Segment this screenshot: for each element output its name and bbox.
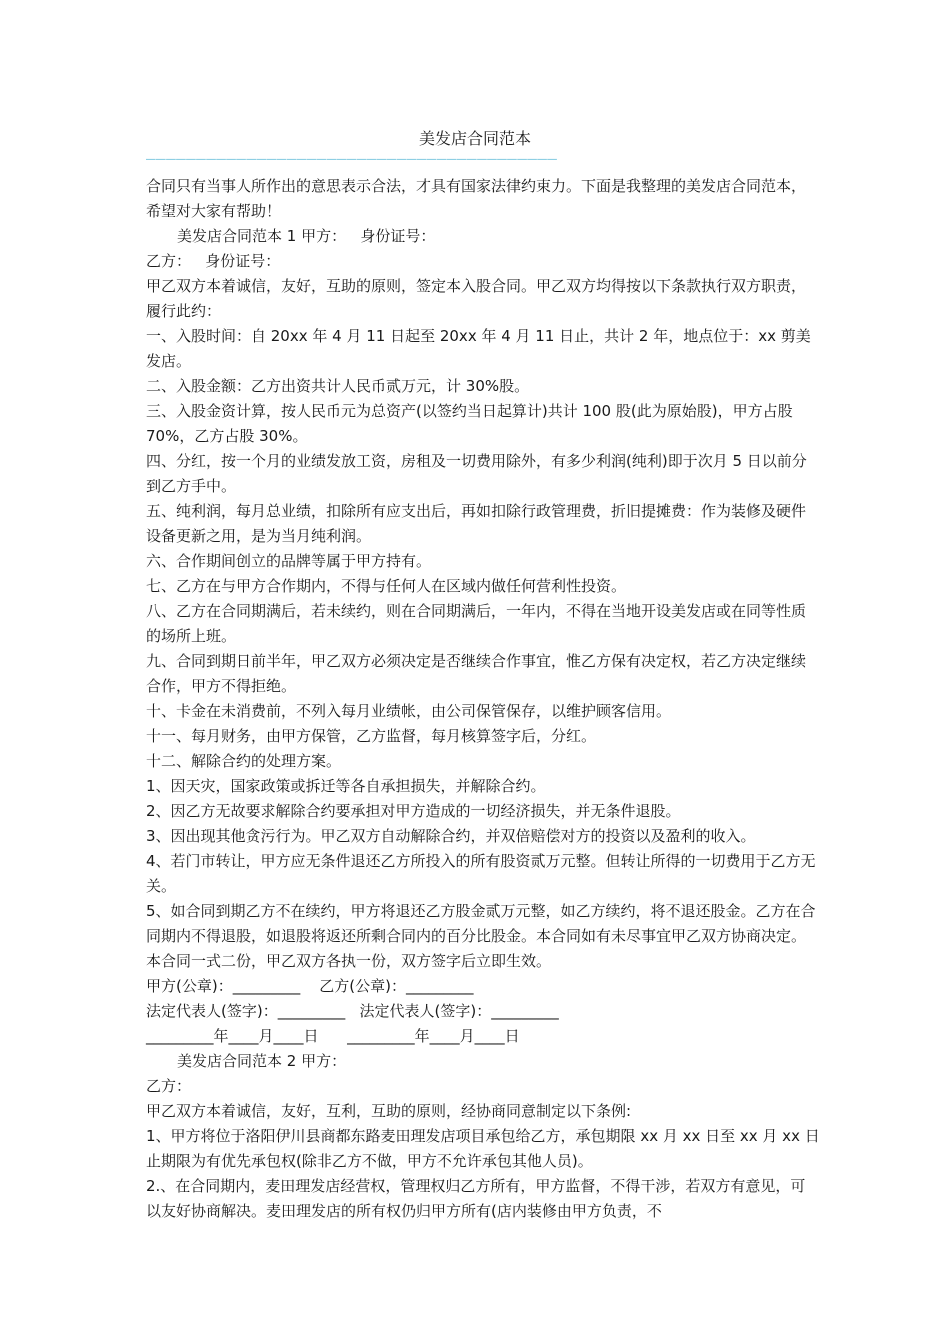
termination-item-3: 3、因出现其他贪污行为。甲乙双方自动解除合约，并双倍赔偿对方的投资以及盈利的收入。 (146, 827, 756, 845)
contract-2-party-b: 乙方： (146, 1077, 192, 1095)
document-title: 美发店合同范本 (418, 129, 531, 148)
seal-line: 甲方(公章)：_________ 乙方(公章)：_________ (146, 977, 474, 995)
intro-paragraph: 合同只有当事人所作出的意思表示合法，才具有国家法律约束力。下面是我整理的美发店合同范本，希望对大家有帮助！ (146, 177, 807, 220)
clause-6: 六、合作期间创立的品牌等属于甲方持有。 (146, 552, 432, 570)
termination-item-2: 2、因乙方无故要求解除合约要承担对甲方造成的一切经济损失，并无条件退股。 (146, 802, 681, 820)
document-body (146, 174, 820, 1224)
clause-1: 一、入股时间：自 20xx 年 4 月 11 日起至 20xx 年 4 月 11 日止，共计 2 年，地点位于：xx 剪美发店。 (146, 327, 811, 370)
title-divider: ————————————————————————————————————————— (146, 149, 558, 168)
contract-2-preamble: 甲乙双方本着诚信，友好，互利，互助的原则，经协商同意制定以下条例: (146, 1102, 632, 1120)
termination-item-4: 4、若门市转让，甲方应无条件退还乙方所投入的所有股资贰万元整。但转让所得的一切费用于乙方无关。 (146, 852, 816, 895)
clause-9: 九、合同到期日前半年，甲乙双方必须决定是否继续合作事宜，惟乙方保有决定权，若乙方决定继续合作，甲方不得拒绝。 (146, 652, 807, 695)
clause-2: 二、入股金额：乙方出资共计人民币贰万元，计 30%股。 (146, 377, 530, 395)
clause-4: 四、分红，按一个月的业绩发放工资，房租及一切费用除外，有多少利润(纯利)即于次月 5 日以前分到乙方手中。 (146, 452, 807, 495)
clause-3: 三、入股金资计算，按人民币元为总资产(以签约当日起算计)共计 100 股(此为原始股)，甲方占股 70%，乙方占股 30%。 (146, 402, 798, 445)
representative-signature-line: 法定代表人(签字)：_________ 法定代表人(签字)：_________ (146, 1002, 559, 1020)
clause-11: 十一、每月财务，由甲方保管，乙方监督，每月核算签字后，分红。 (146, 727, 597, 745)
clause-12: 十二、解除合约的处理方案。 (146, 752, 342, 770)
clause-7: 七、乙方在与甲方合作期内，不得与任何人在区域内做任何营利性投资。 (146, 577, 627, 595)
contract-preamble: 甲乙双方本着诚信，友好，互助的原则，签定本入股合同。甲乙双方均得按以下条款执行双方职责，履行此约： (146, 277, 807, 320)
contract-2-clause-1: 1、甲方将位于洛阳伊川县商都东路麦田理发店项目承包给乙方，承包期限 xx 月 xx 日至 xx 月 xx 日止期限为有优先承包权(除非乙方不做，甲方不允许承包其他人员)。 (146, 1127, 820, 1170)
clause-5: 五、纯利润，每月总业绩，扣除所有应支出后，再如扣除行政管理费，折旧提摊费：作为装修及硬件设备更新之用，是为当月纯利润。 (146, 502, 807, 545)
clause-10: 十、卡金在未消费前，不列入每月业绩帐，由公司保管保存，以维护顾客信用。 (146, 702, 672, 720)
clause-8: 八、乙方在合同期满后，若未续约，则在合同期满后，一年内，不得在当地开设美发店或在同等性质的场所上班。 (146, 602, 807, 645)
party-b-line: 乙方： 身份证号： (146, 252, 281, 270)
contract-1-heading: 美发店合同范本 1 甲方： 身份证号： (177, 227, 436, 245)
termination-item-5: 5、如合同到期乙方不在续约，甲方将退还乙方股金贰万元整，如乙方续约，将不退还股金。乙方在合同期内不得退股，如退股将返还所剩合同内的百分比股金。本合同如有未尽事宜甲乙双方协商决定。本合同一式二份，甲乙双方各执一份，双方签字后立即生效。 (146, 902, 816, 970)
date-line: _________年____月____日 _________年____月____日 (146, 1027, 520, 1045)
contract-2-clause-2: 2.、在合同期内，麦田理发店经营权，管理权归乙方所有，甲方监督，不得干涉，若双方有意见，可以友好协商解决。麦田理发店的所有权仍归甲方所有(店内装修由甲方负责，不 (146, 1177, 806, 1220)
termination-item-1: 1、因天灾，国家政策或拆迁等各自承担损失，并解除合约。 (146, 777, 546, 795)
contract-2-heading: 美发店合同范本 2 甲方： (177, 1052, 347, 1070)
